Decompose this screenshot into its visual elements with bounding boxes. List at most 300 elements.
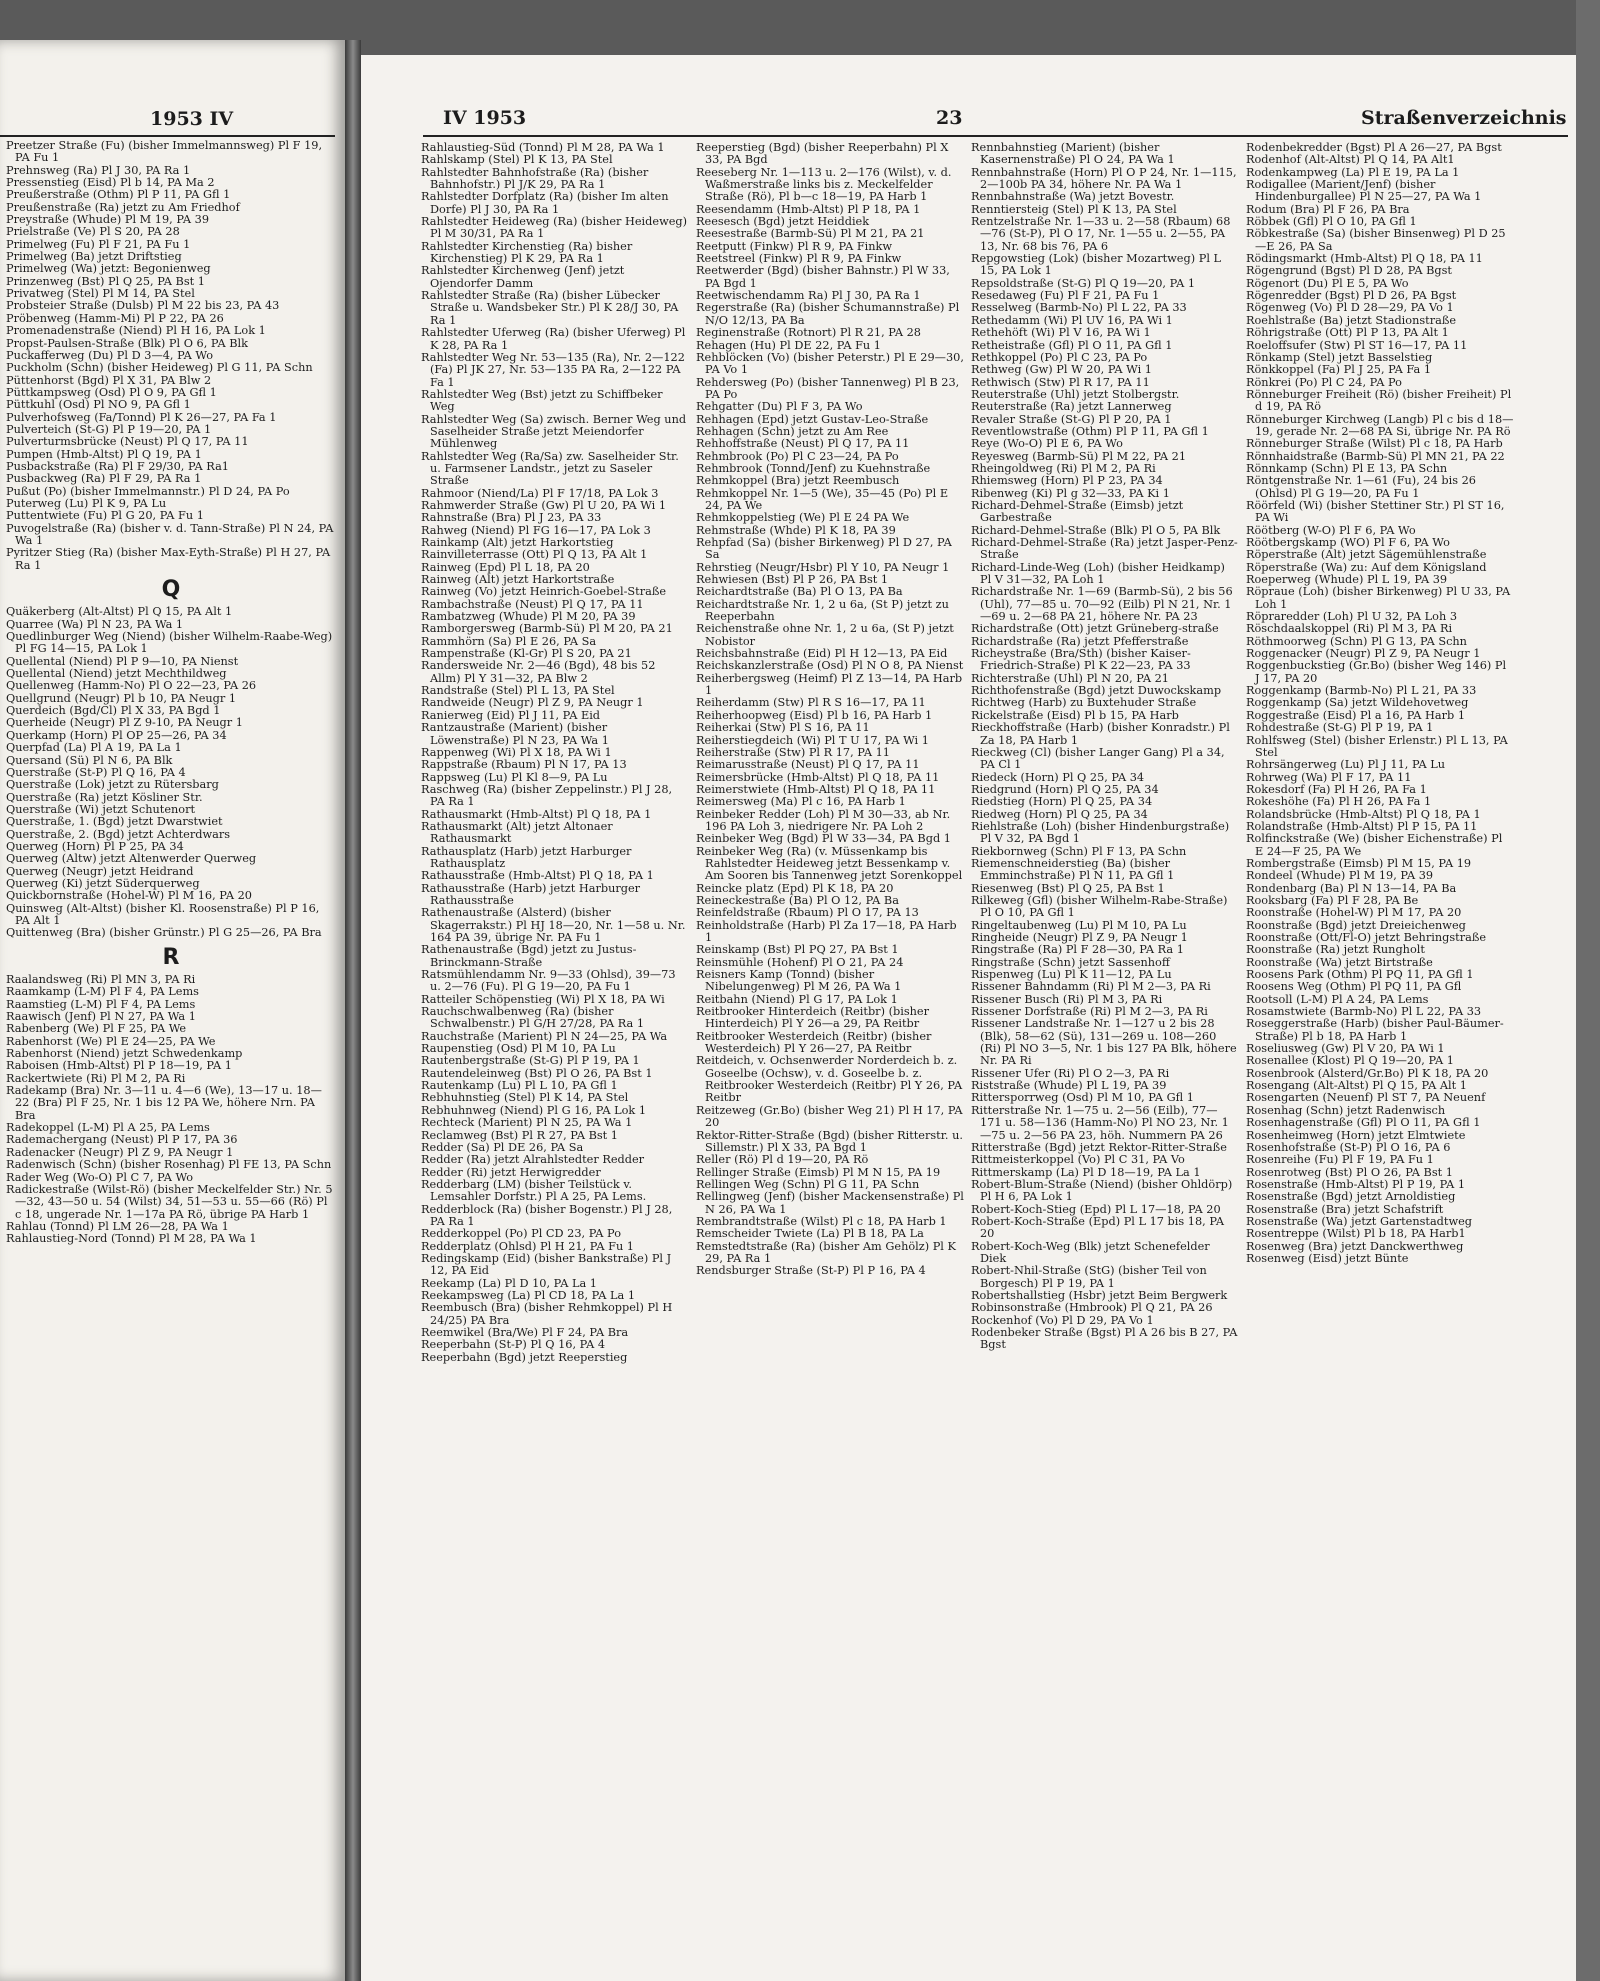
right-edge-strip bbox=[1576, 0, 1600, 1981]
street-entry: Reetstreel (Finkw) Pl R 9, PA Finkw bbox=[696, 252, 902, 266]
street-entry: Puvogelstraße (Ra) (bisher v. d. Tann-Straße) Pl N 24, PA Wa 1 bbox=[6, 521, 334, 547]
street-entry: Raupenstieg (Osd) Pl M 10, PA Lu bbox=[421, 1042, 616, 1056]
street-entry: Röbbek (Gfl) Pl O 10, PA Gfl 1 bbox=[1246, 215, 1417, 229]
street-entry: Rödingsmarkt (Hmb-Altst) Pl Q 18, PA 11 bbox=[1246, 252, 1483, 266]
street-entry: Reetwischendamm Ra) Pl J 30, PA Ra 1 bbox=[696, 289, 921, 303]
entries-r bbox=[6, 974, 336, 1246]
directory-column-2 bbox=[696, 142, 964, 1970]
street-entry: Röntgenstraße Nr. 1—61 (Fu), 24 bis 26 (Ohlsd) Pl G 19—20, PA Fu 1 bbox=[1246, 474, 1476, 500]
street-entry: Röpraue (Loh) (bisher Birkenweg) Pl U 33, PA Loh 1 bbox=[1246, 585, 1511, 611]
street-entry: Radenacker (Neugr) Pl Z 9, PA Neugr 1 bbox=[6, 1145, 234, 1159]
street-entry: Rissener Busch (Ri) Pl M 3, PA Ri bbox=[971, 992, 1163, 1006]
street-entry: Rissener Bahndamm (Ri) Pl M 2—3, PA Ri bbox=[971, 980, 1211, 994]
street-entry: Roseliusweg (Gw) Pl V 20, PA Wi 1 bbox=[1246, 1042, 1445, 1056]
street-entry: Raamkamp (L-M) Pl F 4, PA Lems bbox=[6, 985, 199, 999]
street-entry: Rehhagen (Schn) jetzt zu Am Ree bbox=[696, 424, 889, 438]
street-entry: Röperstraße (Wa) zu: Auf dem Königsland bbox=[1246, 560, 1487, 574]
street-entry: Rittmeisterkoppel (Vo) Pl C 31, PA Vo bbox=[971, 1153, 1185, 1167]
street-entry: Reetwerder (Bgd) (bisher Bahnstr.) Pl W 33, PA Bgd 1 bbox=[696, 264, 950, 290]
street-entry: Rockenhof (Vo) Pl D 29, PA Vo 1 bbox=[971, 1313, 1154, 1327]
street-entry: Reichardtstraße (Ba) Pl O 13, PA Ba bbox=[696, 585, 903, 599]
street-entry: Reincke platz (Epd) Pl K 18, PA 20 bbox=[696, 881, 894, 895]
street-entry: Rappenweg (Wi) Pl X 18, PA Wi 1 bbox=[421, 745, 612, 759]
street-entry: Reineckestraße (Ba) Pl O 12, PA Ba bbox=[696, 893, 899, 907]
street-entry: Rieckweg (Cl) (bisher Langer Gang) Pl a 34, PA Cl 1 bbox=[971, 745, 1225, 772]
street-entry: Puttentwiete (Fu) Pl G 20, PA Fu 1 bbox=[6, 509, 204, 523]
street-entry: Rosenhag (Schn) jetzt Radenwisch bbox=[1246, 1103, 1446, 1117]
street-entry: Reesestraße (Barmb-Sü) Pl M 21, PA 21 bbox=[696, 227, 925, 241]
street-entry: Reinbeker Weg (Ra) (v. Müssenkamp bis Rahlstedter Heideweg jetzt Bessenkamp v. Am Sooren bis Tannenweg jetzt Sorenkoppel bbox=[696, 844, 963, 883]
street-entry: Raawisch (Jenf) Pl N 27, PA Wa 1 bbox=[6, 1010, 196, 1024]
street-entry: Robert-Nhil-Straße (StG) (bisher Teil von Borgesch) Pl P 19, PA 1 bbox=[971, 1264, 1207, 1290]
street-entry: Rabenhorst (We) Pl E 24—25, PA We bbox=[6, 1034, 216, 1048]
street-entry: Quäkerberg (Alt-Altst) Pl Q 15, PA Alt 1 bbox=[6, 605, 233, 619]
street-entry: Rethehöft (Wi) Pl V 16, PA Wi 1 bbox=[971, 326, 1151, 340]
street-entry: Rahlau (Tonnd) Pl LM 26—28, PA Wa 1 bbox=[6, 1219, 229, 1233]
street-entry: Reinbeker Redder (Loh) Pl M 30—33, ab Nr. 196 PA Loh 3, niedrigere Nr. PA Loh 2 bbox=[696, 807, 951, 833]
street-entry: Ringheide (Neugr) Pl Z 9, PA Neugr 1 bbox=[971, 931, 1188, 944]
street-entry: Rönkkoppel (Fa) Pl J 25, PA Fa 1 bbox=[1246, 363, 1432, 377]
street-entry: Reimersweg (Ma) Pl c 16, PA Harb 1 bbox=[696, 795, 906, 809]
street-entry: Rembrandtstraße (Wilst) Pl c 18, PA Harb 1 bbox=[696, 1214, 947, 1228]
street-entry: Rissener Landstraße Nr. 1—127 u 2 bis 28 (Blk), 58—62 (Sü), 131—269 u. 108—260 (Ri) Pl NO 3—5, Nr. 1 bis 127 PA Blk, höhere Nr. PA Ri bbox=[971, 1017, 1237, 1068]
street-entry: Querkamp (Horn) Pl OP 25—26, PA 34 bbox=[6, 728, 227, 742]
street-entry: Ratsmühlendamm Nr. 9—33 (Ohlsd), 39—73 u. 2—76 (Fu). Pl G 19—20, PA Fu 1 bbox=[421, 968, 676, 994]
street-entry: Prinzenweg (Bst) Pl Q 25, PA Bst 1 bbox=[6, 274, 205, 288]
street-entry: Rainweg (Alt) jetzt Harkortstraße bbox=[421, 573, 615, 587]
street-entry: Radekoppel (L-M) Pl A 25, PA Lems bbox=[6, 1121, 210, 1135]
street-entry: Rautenbergstraße (St-G) Pl P 19, PA 1 bbox=[421, 1054, 640, 1068]
street-entry: Rosenstraße (Bgd) jetzt Arnoldistieg bbox=[1246, 1190, 1456, 1204]
street-entry: Ritterstraße Nr. 1—75 u. 2—56 (Eilb), 77—171 u. 58—136 (Hamm-No) Pl NO 23, Nr. 1—75 u. 2—56 PA 23, höh. Nummern PA 26 bbox=[971, 1103, 1229, 1142]
street-entry: Rehmstraße (Whde) Pl K 18, PA 39 bbox=[696, 523, 896, 537]
street-entry: Rethwisch (Stw) Pl R 17, PA 11 bbox=[971, 375, 1150, 389]
street-entry: Roonstraße (Ra) jetzt Rungholt bbox=[1246, 943, 1425, 957]
street-entry: Rahlskamp (Stel) Pl K 13, PA Stel bbox=[421, 153, 613, 167]
street-entry: Roonstraße (Bgd) jetzt Dreieichenweg bbox=[1246, 918, 1466, 932]
street-entry: Remscheider Twiete (La) Pl B 18, PA La bbox=[696, 1227, 924, 1241]
street-entry: Roehlstraße (Ba) jetzt Stadionstraße bbox=[1246, 313, 1457, 327]
street-entry: Rautendeleinweg (Bst) Pl O 26, PA Bst 1 bbox=[421, 1066, 653, 1080]
street-entry: Ringeltaubenweg (Lu) Pl M 10, PA Lu bbox=[971, 918, 1187, 932]
street-entry: Röperstraße (Alt) jetzt Sägemühlenstraße bbox=[1246, 548, 1487, 562]
street-entry: Rahlstedter Heideweg (Ra) (bisher Heideweg) Pl M 30/31, PA Ra 1 bbox=[421, 215, 688, 241]
street-entry: Roonstraße (Wa) jetzt Birtstraße bbox=[1246, 955, 1433, 969]
street-entry: Rahlstedter Bahnhofstraße (Ra) (bisher Bahnhofstr.) Pl J/K 29, PA Ra 1 bbox=[421, 165, 649, 192]
street-entry: Roggestraße (Eisd) Pl a 16, PA Harb 1 bbox=[1246, 708, 1466, 722]
street-entry: Pyritzer Stieg (Ra) (bisher Max-Eyth-Straße) Pl H 27, PA Ra 1 bbox=[6, 546, 331, 572]
street-entry: Richthofenstraße (Bgd) jetzt Duwockskamp bbox=[971, 684, 1222, 698]
street-entry: Ratteiler Schöpenstieg (Wi) Pl X 18, PA Wi bbox=[421, 992, 665, 1006]
street-entry: Primelweg (Ba) jetzt Driftstieg bbox=[6, 250, 182, 264]
directory-column-3 bbox=[971, 142, 1239, 1970]
street-entry: Rehwiesen (Bst) Pl P 26, PA Bst 1 bbox=[696, 573, 889, 587]
right-page-header-left: IV 1953 bbox=[443, 107, 527, 129]
street-entry: Preußenstraße (Ra) jetzt zu Am Friedhof bbox=[6, 200, 240, 214]
street-entry: Robert-Koch-Straße (Epd) Pl L 17 bis 18, PA 20 bbox=[971, 1214, 1225, 1241]
street-entry: Querstraße, 2. (Bgd) jetzt Achterdwars bbox=[6, 827, 231, 841]
street-entry: Querweg (Neugr) jetzt Heidrand bbox=[6, 864, 194, 878]
street-entry: Richardstraße Nr. 1—69 (Barmb-Sü), 2 bis 56 (Uhl), 77—85 u. 70—92 (Eilb) Pl N 21, Nr. 1—69 u. 2—68 PA 21, höhere Nr. PA 23 bbox=[971, 585, 1233, 624]
street-entry: Reembusch (Bra) (bisher Rehmkoppel) Pl H 24/25) PA Bra bbox=[421, 1301, 673, 1327]
street-entry: Redderkoppel (Po) Pl CD 23, PA Po bbox=[421, 1227, 622, 1241]
street-entry: Rolfinckstraße (We) (bisher Eichenstraße) Pl E 24—F 25, PA We bbox=[1246, 832, 1503, 858]
street-entry: Rolandsbrücke (Hmb-Altst) Pl Q 18, PA 1 bbox=[1246, 807, 1481, 821]
street-entry: Radenwisch (Schn) (bisher Rosenhag) Pl FE 13, PA Schn bbox=[6, 1158, 332, 1172]
street-entry: Reiherstiegdeich (Wi) Pl T U 17, PA Wi 1 bbox=[696, 733, 929, 747]
street-entry: Rainweg (Vo) jetzt Heinrich-Goebel-Straße bbox=[421, 585, 667, 599]
street-entry: Resselweg (Barmb-No) Pl L 22, PA 33 bbox=[971, 301, 1187, 315]
street-entry: Ribenweg (Ki) Pl g 32—33, PA Ki 1 bbox=[971, 486, 1170, 500]
street-entry: Richeystraße (Bra/Sth) (bisher Kaiser-Friedrich-Straße) Pl K 22—23, PA 33 bbox=[971, 647, 1191, 673]
directory-column-1 bbox=[421, 142, 689, 1970]
street-entry: Rainkamp (Alt) jetzt Harkortstieg bbox=[421, 536, 614, 549]
street-entry: Richardstraße (Ra) jetzt Pfefferstraße bbox=[971, 634, 1189, 648]
street-entry: Primelweg (Wa) jetzt: Begonienweg bbox=[6, 262, 211, 276]
street-entry: Rehhagen (Epd) jetzt Gustav-Leo-Straße bbox=[696, 412, 929, 426]
street-entry: Rosenstraße (Bra) jetzt Schafstrift bbox=[1246, 1202, 1444, 1216]
street-entry: Rispenweg (Lu) Pl K 11—12, PA Lu bbox=[971, 968, 1172, 982]
street-entry: Rögenweg (Vo) Pl D 28—29, PA Vo 1 bbox=[1246, 301, 1454, 315]
street-entry: Preystraße (Whude) Pl M 19, PA 39 bbox=[6, 213, 210, 227]
street-entry: Rathenaustraße (Bgd) jetzt zu Justus-Brinckmann-Straße bbox=[421, 943, 637, 969]
street-entry: Rektor-Ritter-Straße (Bgd) (bisher Ritterstr. u. Sillemstr.) Pl X 33, PA Bgd 1 bbox=[696, 1128, 963, 1154]
street-entry: Rosenhagenstraße (Gfl) Pl O 11, PA Gfl 1 bbox=[1246, 1116, 1481, 1130]
street-entry: Reitzeweg (Gr.Bo) (bisher Weg 21) Pl H 17, PA 20 bbox=[696, 1103, 963, 1130]
street-entry: Reinsmühle (Hohenf) Pl O 21, PA 24 bbox=[696, 955, 904, 969]
street-entry: Quedlinburger Weg (Niend) (bisher Wilhelm-Raabe-Weg) Pl FG 14—15, PA Lok 1 bbox=[6, 630, 333, 656]
street-entry: Rohdestraße (St-G) Pl P 19, PA 1 bbox=[1246, 721, 1434, 735]
street-entry: Quittenweg (Bra) (bisher Grünstr.) Pl G 25—26, PA Bra bbox=[6, 926, 322, 940]
street-entry: Rethedamm (Wi) Pl UV 16, PA Wi 1 bbox=[971, 313, 1173, 327]
street-entry: Querweg (Ki) jetzt Süderquerweg bbox=[6, 876, 200, 890]
street-entry: Robert-Koch-Stieg (Epd) Pl L 17—18, PA 20 bbox=[971, 1202, 1221, 1216]
street-entry: Riedweg (Horn) Pl Q 25, PA 34 bbox=[971, 807, 1148, 821]
street-entry: Röörfeld (Wi) (bisher Stettiner Str.) Pl ST 16, PA Wi bbox=[1246, 498, 1505, 525]
street-entry: Rosenstraße (Wa) jetzt Gartenstadtweg bbox=[1246, 1214, 1473, 1228]
street-entry: Rosengang (Alt-Altst) Pl Q 15, PA Alt 1 bbox=[1246, 1079, 1467, 1093]
street-entry: Rokeshöhe (Fa) Pl H 26, PA Fa 1 bbox=[1246, 795, 1432, 809]
street-entry: Pressenstieg (Eisd) Pl b 14, PA Ma 2 bbox=[6, 176, 215, 190]
street-entry: Rodenbekredder (Bgst) Pl A 26—27, PA Bgst bbox=[1246, 142, 1502, 154]
street-entry: Rehdersweg (Po) (bisher Tannenweg) Pl B 23, PA Po bbox=[696, 375, 960, 401]
street-entry: Ramborgersweg (Barmb-Sü) Pl M 20, PA 21 bbox=[421, 622, 673, 636]
street-entry: Rehmkoppel Nr. 1—5 (We), 35—45 (Po) Pl E 24, PA We bbox=[696, 486, 949, 512]
street-entry: Reinskamp (Bst) Pl PQ 27, PA Bst 1 bbox=[696, 943, 899, 957]
street-entry: Rodenbeker Straße (Bgst) Pl A 26 bis B 27, PA Bgst bbox=[971, 1326, 1238, 1352]
street-entry: Roosens Park (Othm) Pl PQ 11, PA Gfl 1 bbox=[1246, 968, 1474, 982]
street-entry: Rathausstraße (Hmb-Altst) Pl Q 18, PA 1 bbox=[421, 869, 654, 883]
street-entry: Reekamp (La) Pl D 10, PA La 1 bbox=[421, 1276, 597, 1290]
street-entry: Reitbrooker Westerdeich (Reitbr) (bisher Westerdeich) Pl Y 26—27, PA Reitbr bbox=[696, 1029, 932, 1056]
street-entry: Reeperbahn (Bgd) jetzt Reeperstieg bbox=[421, 1350, 628, 1364]
street-entry: Reller (Rö) Pl d 19—20, PA Rö bbox=[696, 1153, 869, 1167]
street-entry: Röbkestraße (Sa) (bisher Binsenweg) Pl D 25—E 26, PA Sa bbox=[1246, 227, 1506, 253]
street-entry: Reitdeich, v. Ochsenwerder Norderdeich b. z. Goseelbe (Ochsw), v. d. Goseelbe b. z. Reitbrooker Westerdeich (Reitbr) Pl Y 26, PA Reitbr bbox=[696, 1054, 963, 1105]
street-entry: Querdeich (Bgd/Cl) Pl X 33, PA Bgd 1 bbox=[6, 704, 221, 718]
street-entry: Rahweg (Niend) Pl FG 16—17, PA Lok 3 bbox=[421, 523, 651, 537]
street-entry: Rellingweg (Jenf) (bisher Mackensenstraße) Pl N 26, PA Wa 1 bbox=[696, 1190, 964, 1216]
street-entry: Retheistraße (Gfl) Pl O 11, PA Gfl 1 bbox=[971, 338, 1173, 352]
street-entry: Pumpen (Hmb-Altst) Pl Q 19, PA 1 bbox=[6, 447, 202, 461]
street-entry: Rehpfad (Sa) (bisher Birkenweg) Pl D 27, PA Sa bbox=[696, 536, 952, 562]
street-entry: Querstraße (St-P) Pl Q 16, PA 4 bbox=[6, 765, 186, 779]
street-entry: Reiherkai (Stw) Pl S 16, PA 11 bbox=[696, 721, 870, 735]
street-entry: Rahmwerder Straße (Gw) Pl U 20, PA Wi 1 bbox=[421, 498, 667, 512]
street-entry: Querstraße (Ra) jetzt Kösliner Str. bbox=[6, 790, 203, 804]
street-entry: Roonstraße (Hohel-W) Pl M 17, PA 20 bbox=[1246, 906, 1462, 920]
street-entry: Regerstraße (Ra) (bisher Schumannstraße) Pl N/O 12/13, PA Ba bbox=[696, 301, 960, 327]
street-entry: Richtweg (Harb) zu Buxtehuder Straße bbox=[971, 696, 1197, 710]
street-entry: Richardstraße (Ott) jetzt Grüneberg-straße bbox=[971, 622, 1219, 636]
street-entry: Püttkuhl (Osd) Pl NO 9, PA Gfl 1 bbox=[6, 398, 191, 412]
street-entry: Reuterstraße (Ra) jetzt Lannerweg bbox=[971, 400, 1172, 414]
street-entry: Roggenbuckstieg (Gr.Bo) (bisher Weg 146) Pl J 17, PA 20 bbox=[1246, 659, 1507, 685]
street-entry: Röhrigstraße (Ott) Pl P 13, PA Alt 1 bbox=[1246, 326, 1449, 340]
left-page-header: 1953 IV bbox=[150, 108, 234, 130]
street-entry: Rammhörn (Sa) Pl E 26, PA Sa bbox=[421, 634, 597, 648]
street-entry: Reekampsweg (La) Pl CD 18, PA La 1 bbox=[421, 1288, 636, 1302]
street-entry: Quersand (Sü) Pl N 6, PA Blk bbox=[6, 753, 173, 767]
right-page bbox=[361, 55, 1576, 1981]
street-entry: Pulverteich (St-G) Pl P 19—20, PA 1 bbox=[6, 422, 212, 436]
street-entry: Rondenbarg (Ba) Pl N 13—14, PA Ba bbox=[1246, 881, 1457, 895]
street-entry: Querheide (Neugr) Pl Z 9-10, PA Neugr 1 bbox=[6, 716, 243, 730]
street-entry: Rellinger Straße (Eimsb) Pl M N 15, PA 19 bbox=[696, 1165, 941, 1179]
street-entry: Rhiemsweg (Horn) Pl P 23, PA 34 bbox=[971, 474, 1163, 488]
right-header-rule bbox=[423, 135, 1568, 137]
street-entry: Rambatzweg (Whude) Pl M 20, PA 39 bbox=[421, 610, 636, 624]
street-entry: Puterweg (Lu) Pl K 9, PA Lu bbox=[6, 496, 167, 510]
street-entry: Pusbackstraße (Ra) Pl F 29/30, PA Ra1 bbox=[6, 459, 229, 473]
street-entry: Rahlaustieg-Süd (Tonnd) Pl M 28, PA Wa 1 bbox=[421, 142, 665, 154]
street-entry: Ritterstraße (Bgd) jetzt Rektor-Ritter-Straße bbox=[971, 1140, 1227, 1154]
street-entry: Redingskamp (Eid) (bisher Bankstraße) Pl J 12, PA Eid bbox=[421, 1251, 672, 1278]
street-entry: Reimersbrücke (Hmb-Altst) Pl Q 18, PA 11 bbox=[696, 770, 940, 784]
right-page-header-title: Straßenverzeichnis bbox=[1361, 107, 1567, 129]
street-entry: Pußut (Po) (bisher Immelmannstr.) Pl D 24, PA Po bbox=[6, 484, 290, 498]
street-entry: Rahlstedter Kirchenweg (Jenf) jetzt Ojendorfer Damm bbox=[421, 264, 625, 290]
street-entry: Rosenweg (Bra) jetzt Danckwerthweg bbox=[1246, 1239, 1464, 1253]
street-entry: Rademachergang (Neust) Pl P 17, PA 36 bbox=[6, 1133, 238, 1147]
street-entry: Rathausmarkt (Hmb-Altst) Pl Q 18, PA 1 bbox=[421, 807, 652, 821]
street-entry: Reitbrooker Hinterdeich (Reitbr) (bisher Hinterdeich) Pl Y 26—a 29, PA Reitbr bbox=[696, 1005, 929, 1031]
street-entry: Querstraße, 1. (Bgd) jetzt Dwarstwiet bbox=[6, 815, 223, 829]
street-entry: Rabenhorst (Niend) jetzt Schwedenkamp bbox=[6, 1047, 243, 1061]
street-entry: Reichsbahnstraße (Eid) Pl H 12—13, PA Eid bbox=[696, 647, 948, 661]
street-entry: Promenadenstraße (Niend) Pl H 16, PA Lok 1 bbox=[6, 324, 266, 338]
street-entry: Rosenheimweg (Horn) jetzt Elmtwiete bbox=[1246, 1128, 1466, 1142]
street-entry: Röötberg (W-O) Pl F 6, PA Wo bbox=[1246, 523, 1416, 537]
street-entry: Robinsonstraße (Hmbrook) Pl Q 21, PA 26 bbox=[971, 1301, 1213, 1315]
street-entry: Rodenhof (Alt-Altst) Pl Q 14, PA Alt1 bbox=[1246, 153, 1455, 167]
street-entry: Rosamstwiete (Barmb-No) Pl L 22, PA 33 bbox=[1246, 1005, 1482, 1019]
street-entry: Rentzelstraße Nr. 1—33 u. 2—58 (Rbaum) 68—76 (St-P), Pl O 17, Nr. 1—55 u. 2—55, PA 13, Nr. 68 bis 76, PA 6 bbox=[971, 215, 1231, 253]
street-entry: Roeperweg (Whude) Pl L 19, PA 39 bbox=[1246, 573, 1448, 587]
street-entry: Radekamp (Bra) Nr. 3—11 u. 4—6 (We), 13—17 u. 18—22 (Bra) Pl F 25, Nr. 1 bis 12 PA We, höhere Nrn. PA Bra bbox=[6, 1084, 322, 1122]
street-entry: Rahlstedter Dorfplatz (Ra) (bisher Im alten Dorfe) Pl J 30, PA Ra 1 bbox=[421, 190, 669, 216]
street-entry: Reimarusstraße (Neust) Pl Q 17, PA 11 bbox=[696, 758, 920, 772]
street-entry: Rader Weg (Wo-O) Pl C 7, PA Wo bbox=[6, 1170, 194, 1184]
street-entry: Rethkoppel (Po) Pl C 23, PA Po bbox=[971, 350, 1148, 364]
street-entry: Robert-Blum-Straße (Niend) (bisher Ohldörp) Pl H 6, PA Lok 1 bbox=[971, 1177, 1233, 1204]
street-entry: Richard-Dehmel-Straße (Blk) Pl O 5, PA Blk bbox=[971, 523, 1221, 537]
street-entry: Reclamweg (Bst) Pl R 27, PA Bst 1 bbox=[421, 1128, 618, 1142]
street-entry: Reiherdamm (Stw) Pl R S 16—17, PA 11 bbox=[696, 696, 926, 710]
street-entry: Riedstieg (Horn) Pl Q 25, PA 34 bbox=[971, 795, 1153, 809]
street-entry: Quarree (Wa) Pl N 23, PA Wa 1 bbox=[6, 617, 184, 631]
street-entry: Redderbarg (LM) (bisher Teilstück v. Lemsahler Dorfstr.) Pl A 25, PA Lems. bbox=[421, 1177, 647, 1204]
street-entry: Rahmoor (Niend/La) Pl F 17/18, PA Lok 3 bbox=[421, 486, 659, 500]
street-entry: Rebhuhnweg (Niend) Pl G 16, PA Lok 1 bbox=[421, 1103, 647, 1117]
street-entry: Rennbahnstraße (Horn) Pl O P 24, Nr. 1—115, 2—100b PA 34, höhere Nr. PA Wa 1 bbox=[971, 165, 1237, 192]
street-entry: Rehblöcken (Vo) (bisher Peterstr.) Pl E 29—30, PA Vo 1 bbox=[696, 350, 964, 377]
street-entry: Riehlstraße (Loh) (bisher Hindenburgstraße) Pl V 32, PA Bgd 1 bbox=[971, 819, 1230, 846]
street-entry: Propst-Paulsen-Straße (Blk) Pl O 6, PA Blk bbox=[6, 336, 248, 350]
street-entry: Reiherhoopweg (Eisd) Pl b 16, PA Harb 1 bbox=[696, 708, 933, 722]
street-entry: Rehhoffstraße (Neust) Pl Q 17, PA 11 bbox=[696, 437, 910, 451]
street-entry: Rohlfsweg (Stel) (bisher Erlenstr.) Pl L 13, PA Stel bbox=[1246, 733, 1508, 759]
street-entry: Röthmoorweg (Schn) Pl G 13, PA Schn bbox=[1246, 634, 1467, 648]
street-entry: Rahlstedter Weg (Ra/Sa) zw. Saselheider Str. u. Farmsener Landstr., jetzt zu Saseler Straße bbox=[421, 449, 679, 488]
street-entry: Rönkamp (Stel) jetzt Basselstieg bbox=[1246, 350, 1433, 364]
street-entry: Rootsoll (L-M) Pl A 24, PA Lems bbox=[1246, 992, 1429, 1006]
street-entry: Rissener Dorfstraße (Ri) Pl M 2—3, PA Ri bbox=[971, 1005, 1208, 1019]
street-entry: Quellental (Niend) jetzt Mechthildweg bbox=[6, 667, 227, 681]
street-entry: Rahlstedter Weg (Bst) jetzt zu Schiffbeker Weg bbox=[421, 387, 663, 414]
street-entry: Rooksbarg (Fa) Pl F 28, PA Be bbox=[1246, 893, 1419, 907]
entries-p bbox=[6, 140, 336, 572]
street-entry: Reinholdstraße (Harb) Pl Za 17—18, PA Harb 1 bbox=[696, 918, 957, 944]
street-entry: Reyesweg (Barmb-Sü) Pl M 22, PA 21 bbox=[971, 449, 1187, 463]
street-entry: Pulverhofsweg (Fa/Tonnd) Pl K 26—27, PA Fa 1 bbox=[6, 410, 277, 424]
street-entry: Rönneburger Straße (Wilst) Pl c 18, PA Harb bbox=[1246, 437, 1503, 451]
left-header-rule bbox=[0, 135, 335, 137]
street-entry: Prielstraße (Ve) Pl S 20, PA 28 bbox=[6, 225, 180, 239]
street-entry: Robert-Koch-Weg (Blk) jetzt Schenefelder Diek bbox=[971, 1239, 1210, 1265]
street-entry: Rosenallee (Klost) Pl Q 19—20, PA 1 bbox=[1246, 1054, 1454, 1068]
street-entry: Riekbornweg (Schn) Pl F 13, PA Schn bbox=[971, 844, 1187, 858]
street-entry: Rohrsängerweg (Lu) Pl J 11, PA Lu bbox=[1246, 758, 1446, 772]
street-entry: Roosens Weg (Othm) Pl PQ 11, PA Gfl bbox=[1246, 980, 1462, 994]
street-entry: Rehrstieg (Neugr/Hsbr) Pl Y 10, PA Neugr 1 bbox=[696, 560, 950, 574]
street-entry: Rathausmarkt (Alt) jetzt Altonaer Rathausmarkt bbox=[421, 819, 613, 846]
street-entry: Preetzer Straße (Fu) (bisher Immelmannsweg) Pl F 19, PA Fu 1 bbox=[6, 140, 323, 165]
street-entry: Richard-Dehmel-Straße (Eimsb) jetzt Garbestraße bbox=[971, 498, 1184, 525]
street-entry: Randersweide Nr. 2—46 (Bgd), 48 bis 52 Allm) Pl Y 31—32, PA Blw 2 bbox=[421, 659, 656, 685]
street-entry: Reventlowstraße (Othm) Pl P 11, PA Gfl 1 bbox=[971, 424, 1209, 438]
street-entry: Randstraße (Stel) Pl L 13, PA Stel bbox=[421, 684, 615, 698]
street-entry: Quickbornstraße (Hohel-W) Pl M 16, PA 20 bbox=[6, 889, 252, 903]
street-entry: Rodenkampweg (La) Pl E 19, PA La 1 bbox=[1246, 165, 1460, 179]
street-entry: Reetputt (Finkw) Pl R 9, PA Finkw bbox=[696, 239, 893, 253]
street-entry: Richterstraße (Uhl) Pl N 20, PA 21 bbox=[971, 671, 1169, 685]
section-letter-r: R bbox=[162, 944, 180, 970]
street-entry: Pulverturmsbrücke (Neust) Pl Q 17, PA 11 bbox=[6, 435, 249, 449]
street-entry: Reemwikel (Bra/We) Pl F 24, PA Bra bbox=[421, 1326, 629, 1339]
street-entry: Rabenberg (We) Pl F 25, PA We bbox=[6, 1022, 187, 1036]
street-entry: Rahlaustieg-Nord (Tonnd) Pl M 28, PA Wa 1 bbox=[6, 1232, 257, 1246]
street-entry: Richard-Linde-Weg (Loh) (bisher Heidkamp) Pl V 31—32, PA Loh 1 bbox=[971, 560, 1225, 587]
street-entry: Rahlstedter Uferweg (Ra) (bisher Uferweg) Pl K 28, PA Ra 1 bbox=[421, 326, 686, 352]
street-entry: Rittersporrweg (Osd) Pl M 10, PA Gfl 1 bbox=[971, 1091, 1194, 1105]
street-entry: Rappsweg (Lu) Pl Kl 8—9, PA Lu bbox=[421, 770, 608, 784]
street-entry: Preußerstraße (Othm) Pl P 11, PA Gfl 1 bbox=[6, 188, 231, 202]
left-column bbox=[6, 140, 336, 1980]
street-entry: Rosenstraße (Hmb-Altst) Pl P 19, PA 1 bbox=[1246, 1177, 1466, 1191]
street-entry: Röschdaalskoppel (Ri) Pl M 3, PA Ri bbox=[1246, 622, 1453, 636]
street-entry: Roggenkamp (Sa) jetzt Wildehovetweg bbox=[1246, 696, 1469, 710]
street-entry: Riemenschneiderstieg (Ba) (bisher Emminchstraße) Pl N 11, PA Gfl 1 bbox=[971, 856, 1175, 883]
street-entry: Roonstraße (Ott/Fl-O) jetzt Behringstraße bbox=[1246, 931, 1487, 944]
street-entry: Reuterstraße (Uhl) jetzt Stolbergstr. bbox=[971, 387, 1180, 401]
street-entry: Quellgrund (Neugr) Pl b 10, PA Neugr 1 bbox=[6, 691, 237, 705]
directory-column-4 bbox=[1246, 142, 1514, 1970]
street-entry: Querweg (Horn) Pl P 25, PA 34 bbox=[6, 839, 184, 853]
street-entry: Rönnkamp (Schn) Pl E 13, PA Schn bbox=[1246, 461, 1448, 475]
street-entry: Quinsweg (Alt-Altst) (bisher Kl. Roosenstraße) Pl P 16, PA Alt 1 bbox=[6, 901, 320, 927]
street-entry: Redder (Ri) jetzt Herwigredder bbox=[421, 1165, 601, 1179]
street-entry: Reiherstraße (Stw) Pl R 17, PA 11 bbox=[696, 745, 890, 759]
street-entry: Reichardtstraße Nr. 1, 2 u 6a, (St P) jetzt zu Reeperbahn bbox=[696, 597, 949, 624]
street-entry: Reginenstraße (Rotnort) Pl R 21, PA 28 bbox=[696, 326, 921, 340]
street-entry: Redder (Sa) Pl DE 26, PA Sa bbox=[421, 1140, 584, 1154]
street-entry: Puckafferweg (Du) Pl D 3—4, PA Wo bbox=[6, 348, 214, 362]
street-entry: Reisners Kamp (Tonnd) (bisher Nibelungenweg) Pl M 26, PA Wa 1 bbox=[696, 968, 902, 994]
street-entry: Reiherbergsweg (Heimf) Pl Z 13—14, PA Harb 1 bbox=[696, 671, 963, 698]
street-entry: Reye (Wo-O) Pl E 6, PA Wo bbox=[971, 437, 1123, 451]
street-entry: Rissener Ufer (Ri) Pl O 2—3, PA Ri bbox=[971, 1066, 1170, 1080]
street-entry: Rappstraße (Rbaum) Pl N 17, PA 13 bbox=[421, 758, 627, 772]
section-letter-q: Q bbox=[161, 577, 181, 603]
street-entry: Probsteier Straße (Dulsb) Pl M 22 bis 23, PA 43 bbox=[6, 299, 280, 313]
street-entry: Querstraße (Wi) jetzt Schutenort bbox=[6, 802, 196, 816]
street-entry: Reesendamm (Hmb-Altst) Pl P 18, PA 1 bbox=[696, 202, 921, 216]
entries-q bbox=[6, 606, 336, 939]
street-entry: Rosenreihe (Fu) Pl F 19, PA Fu 1 bbox=[1246, 1153, 1434, 1167]
street-entry: Rahlstedter Weg (Sa) zwisch. Berner Weg und Saselheider Straße jetzt Meiendorfer Mühlenweg bbox=[421, 412, 687, 451]
street-entry: Rögenredder (Bgst) Pl D 26, PA Bgst bbox=[1246, 289, 1457, 303]
street-entry: Rennbahnstieg (Marient) (bisher Kasernenstraße) Pl O 24, PA Wa 1 bbox=[971, 142, 1175, 167]
street-entry: Rahlstedter Kirchenstieg (Ra) bisher Kirchenstieg) Pl K 29, PA Ra 1 bbox=[421, 239, 633, 266]
street-entry: Reichskanzlerstraße (Osd) Pl N O 8, PA Nienst bbox=[696, 659, 964, 673]
street-entry: Repsoldstraße (St-G) Pl Q 19—20, PA 1 bbox=[971, 276, 1196, 290]
street-entry: Rittmerskamp (La) Pl D 18—19, PA La 1 bbox=[971, 1165, 1201, 1179]
street-entry: Rodum (Bra) Pl F 26, PA Bra bbox=[1246, 202, 1410, 216]
street-entry: Raalandsweg (Ri) Pl MN 3, PA Ri bbox=[6, 973, 196, 986]
street-entry: Reesesch (Bgd) jetzt Heiddiek bbox=[696, 215, 870, 229]
street-entry: Roeloffsufer (Stw) Pl ST 16—17, PA 11 bbox=[1246, 338, 1468, 352]
street-entry: Rögengrund (Bgst) Pl D 28, PA Bgst bbox=[1246, 264, 1452, 278]
street-entry: Randweide (Neugr) Pl Z 9, PA Neugr 1 bbox=[421, 696, 644, 710]
street-entry: Riesenweg (Bst) Pl Q 25, PA Bst 1 bbox=[971, 881, 1165, 895]
street-entry: Quellental (Niend) Pl P 9—10, PA Nienst bbox=[6, 654, 239, 668]
street-entry: Rehmbrook (Po) Pl C 23—24, PA Po bbox=[696, 449, 899, 463]
street-entry: Rackertwiete (Ri) Pl M 2, PA Ri bbox=[6, 1071, 186, 1085]
street-entry: Ringstraße (Ra) Pl F 28—30, PA Ra 1 bbox=[971, 943, 1184, 957]
street-entry: Robertshallstieg (Hsbr) jetzt Beim Bergwerk bbox=[971, 1288, 1228, 1302]
street-entry: Rosenbrook (Alsterd/Gr.Bo) Pl K 18, PA 20 bbox=[1246, 1066, 1489, 1080]
street-entry: Rebhuhnstieg (Stel) Pl K 14, PA Stel bbox=[421, 1091, 629, 1105]
street-entry: Puckholm (Schn) (bisher Heideweg) Pl G 11, PA Schn bbox=[6, 361, 313, 375]
street-entry: Riststraße (Whude) Pl L 19, PA 39 bbox=[971, 1079, 1167, 1093]
street-entry: Rosenhofstraße (St-P) Pl O 16, PA 6 bbox=[1246, 1140, 1451, 1154]
street-entry: Rampenstraße (Kl-Gr) Pl S 20, PA 21 bbox=[421, 647, 632, 661]
street-entry: Rombergstraße (Eimsb) Pl M 15, PA 19 bbox=[1246, 856, 1472, 870]
street-entry: Roggenacker (Neugr) Pl Z 9, PA Neugr 1 bbox=[1246, 647, 1481, 661]
street-entry: Raboisen (Hmb-Altst) Pl P 18—19, PA 1 bbox=[6, 1059, 232, 1073]
street-entry: Radickestraße (Wilst-Rö) (bisher Meckelfelder Str.) Nr. 5—32, 43—50 u. 54 (Wilst) 34, 51—53 u. 55—66 (Rö) Pl c 18, ungerade Nr. 1—17a PA Rö, übrige PA Harb 1 bbox=[6, 1182, 333, 1221]
